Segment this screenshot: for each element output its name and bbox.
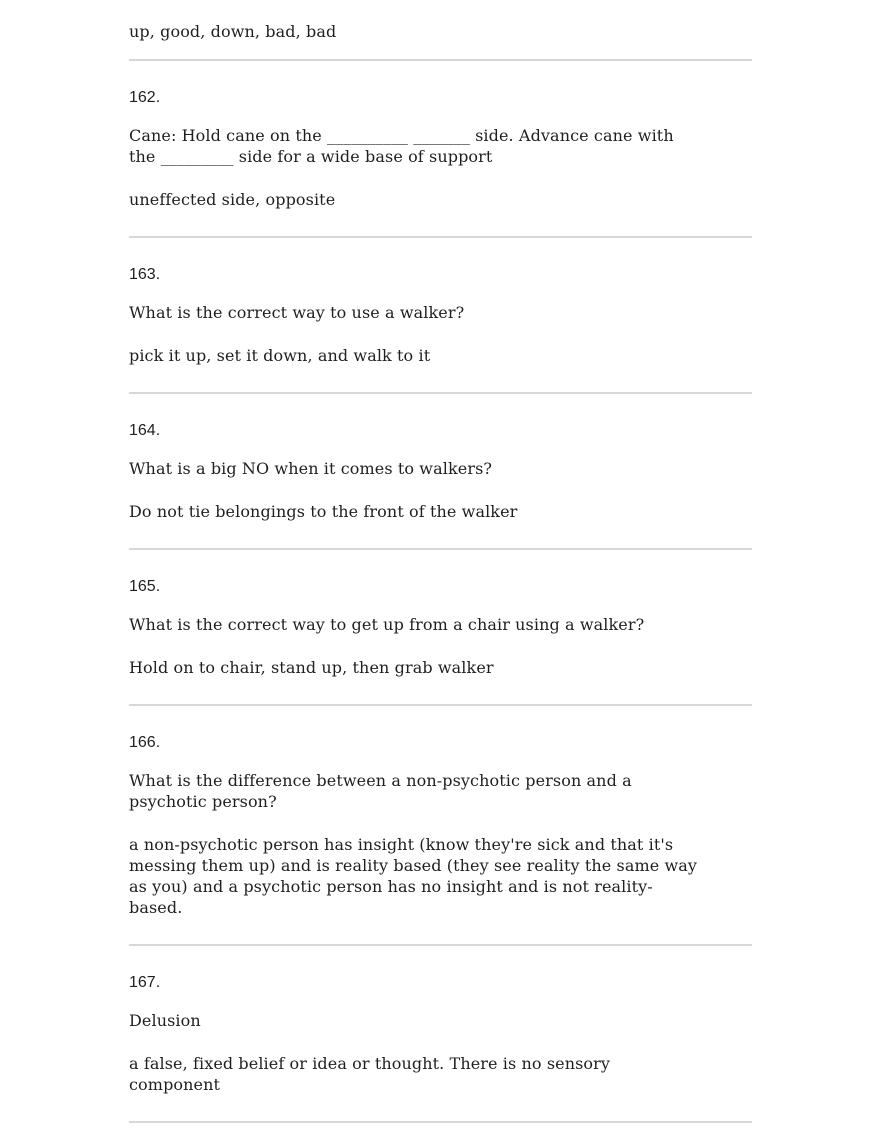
flashcard-165	[129, 550, 752, 704]
flashcard-164	[129, 394, 752, 548]
card-number: 162.	[129, 89, 161, 106]
card-answer: a non-psychotic person has insight (know they're sick and that it's messing them up) and is reality based (they see reality the same way as you) and a psychotic person has no insight and is not reality-based.	[129, 835, 698, 917]
card-number: 164.	[129, 422, 161, 439]
flashcard-163	[129, 238, 752, 392]
card-number: 166.	[129, 734, 161, 751]
card-answer: Hold on to chair, stand up, then grab walker	[129, 658, 494, 677]
card-number: 167.	[129, 974, 161, 991]
flashcard-162	[129, 61, 752, 236]
previous-card-answer: up, good, down, bad, bad	[129, 22, 337, 41]
card-number: 163.	[129, 266, 161, 283]
card-question: What is a big NO when it comes to walkers?	[129, 459, 493, 478]
card-question: What is the correct way to get up from a chair using a walker?	[129, 615, 645, 634]
card-answer: pick it up, set it down, and walk to it	[129, 346, 431, 365]
card-number: 165.	[129, 578, 161, 595]
card-question: What is the correct way to use a walker?	[129, 303, 465, 322]
flashcard-166	[129, 706, 752, 944]
card-answer: Do not tie belongings to the front of the walker	[129, 502, 518, 521]
flashcard-list	[129, 0, 752, 1123]
card-answer: a false, fixed belief or idea or thought. There is no sensory component	[129, 1054, 611, 1094]
card-answer: uneffected side, opposite	[129, 190, 336, 209]
card-question: Delusion	[129, 1011, 201, 1030]
card-question: Cane: Hold cane on the __________ _______ side. Advance cane with the _________ side for a wide base of support	[129, 126, 674, 166]
card-question: What is the difference between a non-psychotic person and a psychotic person?	[129, 771, 632, 811]
divider	[129, 1121, 752, 1123]
flashcard-167	[129, 946, 752, 1121]
